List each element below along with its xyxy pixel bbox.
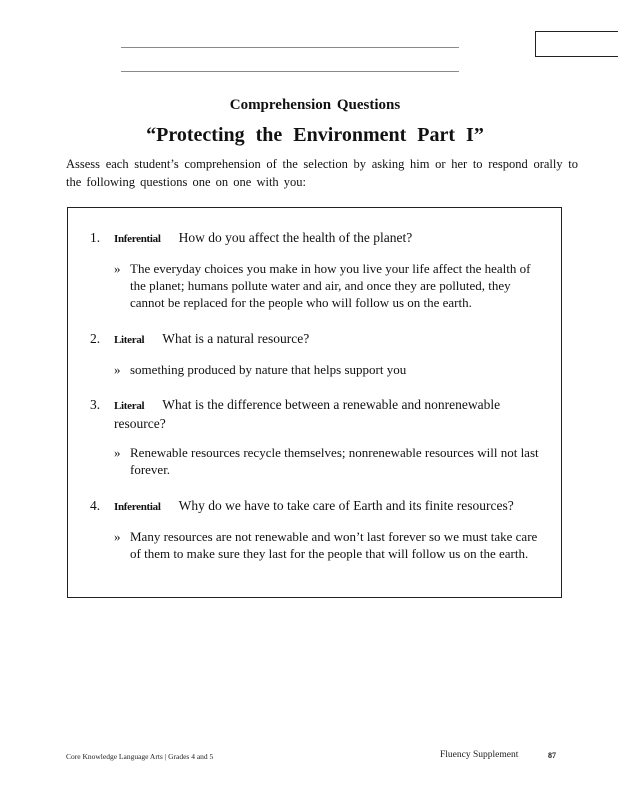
question-type-tag: Literal [114,334,145,346]
question-type-tag: Literal [114,400,145,412]
answer [90,260,540,311]
question-item [90,330,550,378]
footer-section-title: Fluency Supplement [440,750,519,760]
answer-marker: » [114,445,121,460]
question-text: How do you affect the health of the planet? [178,230,413,245]
page-number: 87 [548,751,556,760]
question-number: 4. [90,498,101,513]
section-heading: Comprehension Questions [229,97,401,113]
answer [90,528,540,562]
question-line [90,229,550,248]
instructions-text: Assess each student’s comprehension of the selection by asking him or her to respond orally to the following questions one on one with you: [66,157,578,189]
question-text: What is the difference between a renewable and nonrenewable resource? [114,397,501,431]
answer-text: The everyday choices you make in how you live your life affect the health of the planet; humans pollute water and air, and once they are polluted, they cannot be replaced for the people who will follow us on the earth. [130,261,531,310]
answer-text: something produced by nature that helps support you [130,362,407,377]
question-text: What is a natural resource? [162,331,310,346]
name-line [121,47,459,48]
question-item [90,229,550,311]
answer-marker: » [114,362,121,377]
answer-text: Many resources are not renewable and won’t last forever so we must take care of them to make sure they last for the people that will follow us on the earth. [130,529,538,561]
date-line [121,71,459,72]
question-line [90,396,550,432]
score-box [535,31,618,57]
footer-series-title: Core Knowledge Language Arts | Grades 4 and 5 [66,752,214,761]
question-text: Why do we have to take care of Earth and its finite resources? [178,498,514,513]
question-number: 1. [90,230,101,245]
answer [90,444,540,478]
question-item [90,497,550,562]
question-line [90,330,550,349]
answer [90,361,540,378]
question-type-tag: Inferential [114,233,161,245]
question-number: 2. [90,331,101,346]
question-number: 3. [90,397,101,412]
page-title: “Protecting the Environment Part I” [146,124,484,146]
question-line [90,497,550,516]
answer-marker: » [114,261,121,276]
question-type-tag: Inferential [114,501,161,513]
answer-marker: » [114,529,121,544]
answer-text: Renewable resources recycle themselves; nonrenewable resources will not last forever. [130,445,539,477]
question-item [90,396,550,478]
